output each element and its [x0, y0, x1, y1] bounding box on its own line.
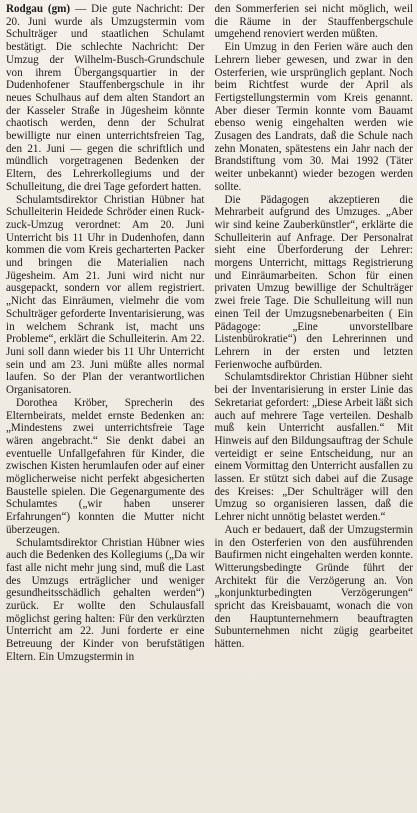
article-paragraph: Ein Umzug in den Ferien wäre auch den Lehrern lieber gewesen, und zwar in den Osterferien, wie ursprünglich geplant. Noch beim Richtfest wurde der April als Fertigstellungstermin vom Kreis genannt. Aber dieser Termin konnte vom Bauamt ebenso wenig eingehalten werden wie Zusagen des Landrats, daß die Schule nach zehn Monaten, spätestens ein Jahr nach der Brandstiftung vom 30. Mai 1992 (Täter weiter unbekannt) wieder bezogen werden sollte.: [214, 41, 413, 193]
article-columns: [6, 3, 413, 811]
article-paragraph: Schulamtsdirektor Christian Hübner wies auch die Bedenken des Kollegiums („Da wir fast alle nicht mehr jung sind, muß die Last des Umzugs erträglicher und weniger gesundheitsschädlich gehalten werden“) zurück. Er wollte den Schulausfall möglichst gering halten: Für den verkürzten Unterricht am 22. Juni forderte er eine Betreuung der Kinder von berufstätigen Eltern. Ein Umzugstermin in: [6, 536, 205, 663]
article-column-left: [6, 3, 205, 811]
article-paragraph: Schulamtsdirektor Christian Hübner hat Schulleiterin Heidede Schröder einen Ruck-zuck-Umzug verordnet: Am 20. Juni Unterricht bis 11 Uhr in Dudenhofen, dann kommen die vom Kreis gecharterten Packer und bringen die Materialien nach Jügesheim. Am 21. Juni wird nicht nur ausgepackt, sondern vor allem registriert. „Nicht das Einräumen, vielmehr die vom Schulträger geforderte Inventarisierung, was in welchem Schrank ist, macht uns Probleme“, erklärt die Schulleiterin. Am 22. Juni soll dann wieder bis 11 Uhr Unterricht sein und am 23. Juni müßte alles normal laufen. So der Plan der verantwortlichen Organisatoren.: [6, 193, 205, 397]
article-paragraph: Dorothea Kröber, Sprecherin des Elternbeirats, meldet ernste Bedenken an: „Mindestens zwei unterrichtsfreie Tage wären angebracht.“ Sie denkt dabei an eventuelle Unfallgefahren für Kinder, die zwischen Kisten herumlaufen oder auf einer möglicherweise nicht perfekt abgesicherten Baustelle spielen. Die Gegenargumente des Schulamtes („wir haben unserer Erfahrungen“) konnten die Mutter nicht überzeugen.: [6, 396, 205, 536]
article-paragraph: den Sommerferien sei nicht möglich, weil die Räume in der Stauffenbergschule umgehend renoviert werden müßten.: [214, 3, 413, 41]
article-dateline: Rodgau (gm): [6, 3, 71, 15]
article-paragraph: Die Pädagogen akzeptieren die Mehrarbeit aufgrund des Umzuges. „Aber wir sind keine Zauberkünstler“, erklärte die Schulleiterin auf Anfrage. Der Personalrat sieht eine Überforderung der Lehrer: morgens Unterricht, mittags Registrierung und Einräumarbeiten. Schon für einen privaten Umzug bewillige der Schulträger zwei freie Tage. Die Schulleitung will nun einen Teil der Umzugsnebenarbeiten ( Ein Pädagoge: „Eine unvorstellbare Listenbürokratie“) den Lehrerinnen und Lehrern in der ersten und letzten Ferienwoche aufbürden.: [214, 193, 413, 371]
article-paragraph: [6, 3, 205, 194]
article-paragraph: Schulamtsdirektor Christian Hübner sieht bei der Inventarisierung in erster Linie das Sekretariat gefordert: „Diese Arbeit läßt sich auch auf mehrere Tage verteilen. Deshalb muß kein Unterricht ausfallen.“ Mit Hinweis auf den Bildungsauftrag der Schule verteidigt er seine Entscheidung, nur an einem Vormittag den Unterricht ausfallen zu lassen. Er stützt sich dabei auf die Zusage des Kreises: „Der Schulträger will den Umzug so organisieren lassen, daß die Lehrer nicht unnötig belastet werden.“: [214, 371, 413, 524]
article-lead-text: — Die gute Nachricht: Der 20. Juni wurde als Umzugstermin vom Schulträger und staatlichen Schulamt bestätigt. Die schlechte Nachricht: Der Umzug der Wilhelm-Busch-Grundschule von ihrem Übergangsquartier in der Dudenhofener Stauffenbergschule in ihr neues Schulhaus auf dem alten Standort an der Kasseler Straße in Jügesheim könnte chaotisch werden, denn der Schulrat bewilligte nur einen unterrichtsfreien Tag, den 21. Juni — gegen die schriftlich und mündlich vorgetragenen Bedenken der Eltern, des Lehrerkollegiums und der Schulleitung, die drei Tage gefordert hatten.: [6, 3, 205, 193]
article-paragraph: Auch er bedauert, daß der Umzugstermin in den Osterferien von den ausführenden Baufirmen nicht eingehalten werden konnte. Witterungsbedingte Gründe führt der Architekt für die Verzögerung an. Von „konjunkturbedingten Verzögerungen“ spricht das Kreisbauamt, wonach die von den Hauptunternehmern beauftragten Subunternehmen nicht zügig gearbeitet hätten.: [214, 523, 413, 651]
article-column-right: [215, 3, 414, 811]
